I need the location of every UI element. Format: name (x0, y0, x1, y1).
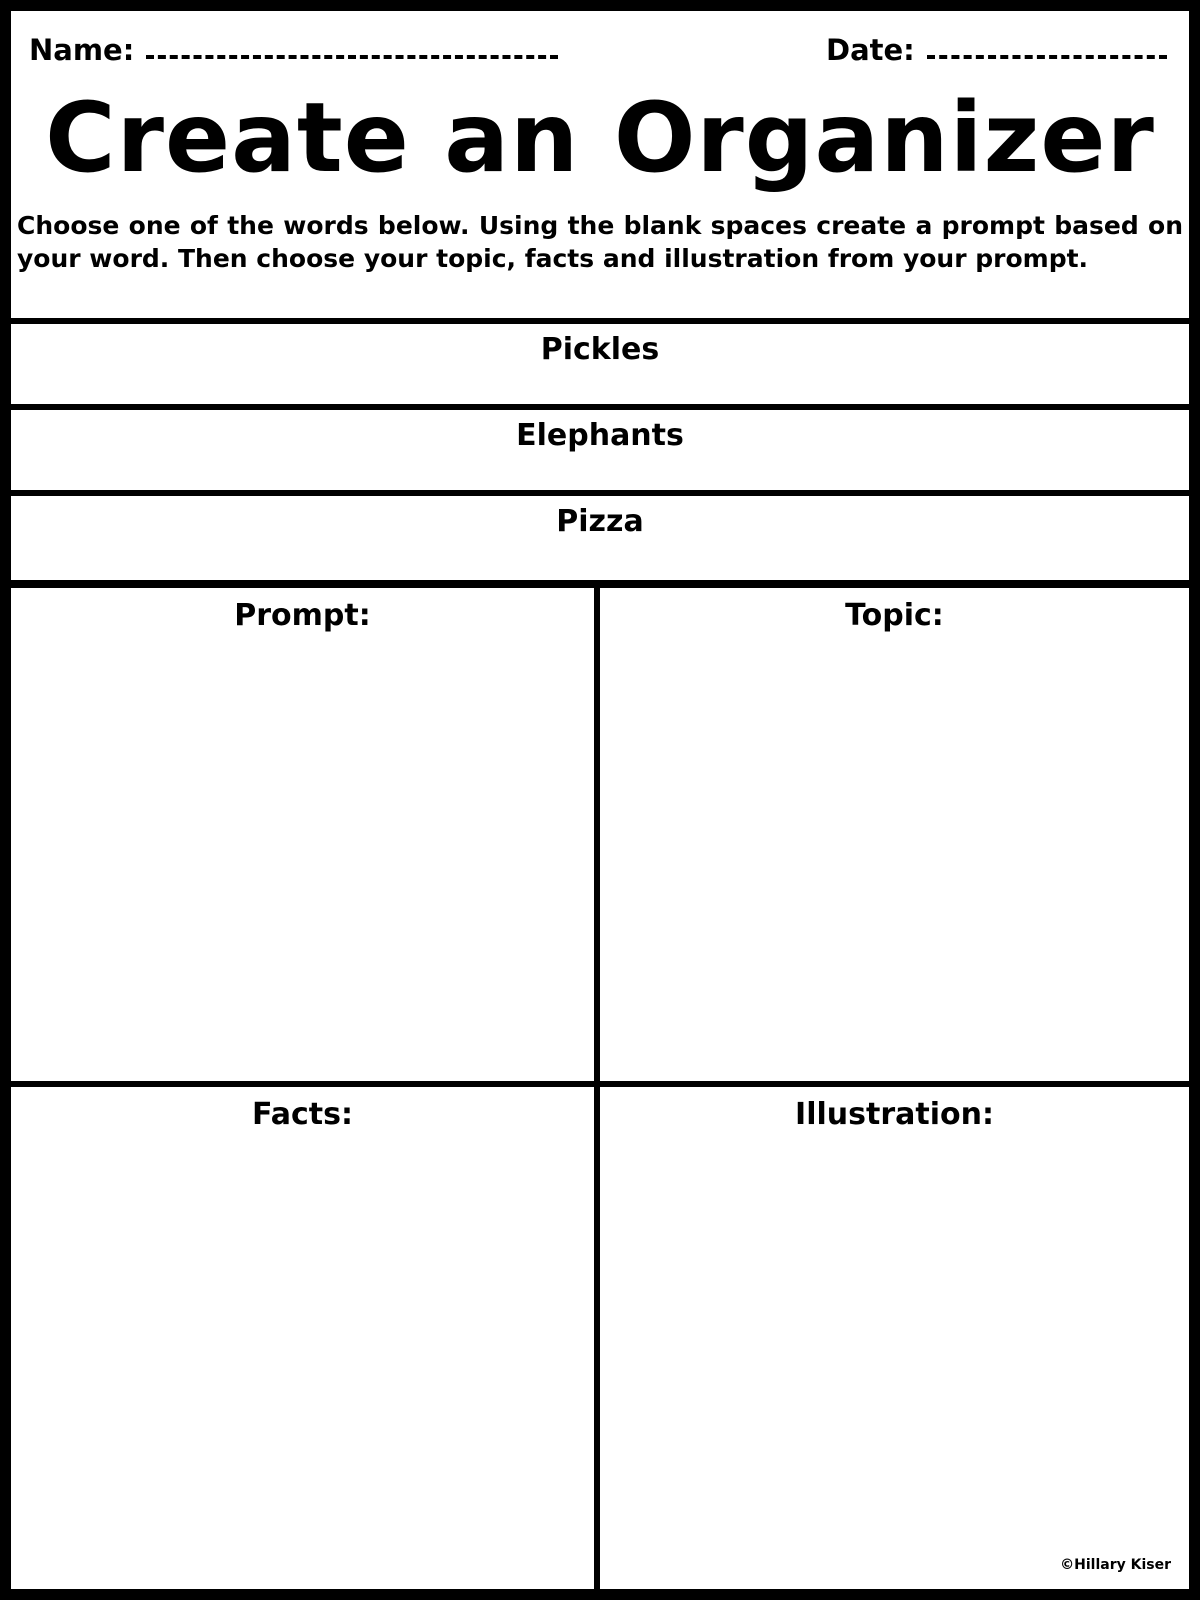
name-label: Name: (29, 33, 135, 67)
instructions-text: Choose one of the words below. Using the blank spaces create a prompt based on your word. Then choose your topic, facts and illustration from your prompt. (17, 211, 1183, 273)
organizer-horizontal-divider (11, 1081, 1189, 1087)
topic-box (600, 588, 1189, 1081)
word-choice-pickles: Pickles (11, 318, 1189, 398)
facts-box (11, 1087, 594, 1589)
prompt-box (11, 588, 594, 1081)
name-blank (146, 54, 558, 59)
date-label: Date: (826, 33, 915, 67)
topic-label: Topic: (845, 598, 944, 633)
facts-label: Facts: (252, 1097, 353, 1132)
illustration-box (600, 1087, 1189, 1589)
page-title: Create an Organizer (45, 82, 1155, 194)
word-choice-elephants: Elephants (11, 404, 1189, 484)
organizer-top-divider (11, 580, 1189, 588)
name-field (29, 33, 558, 67)
illustration-label: Illustration: (795, 1097, 994, 1132)
word-choice-pizza: Pizza (11, 490, 1189, 570)
date-blank (927, 54, 1167, 59)
worksheet-header (11, 11, 1189, 329)
organizer-vertical-divider (594, 588, 600, 1600)
prompt-label: Prompt: (234, 598, 371, 633)
date-field (826, 33, 1167, 67)
copyright-notice: ©Hillary Kiser (1060, 1557, 1171, 1573)
